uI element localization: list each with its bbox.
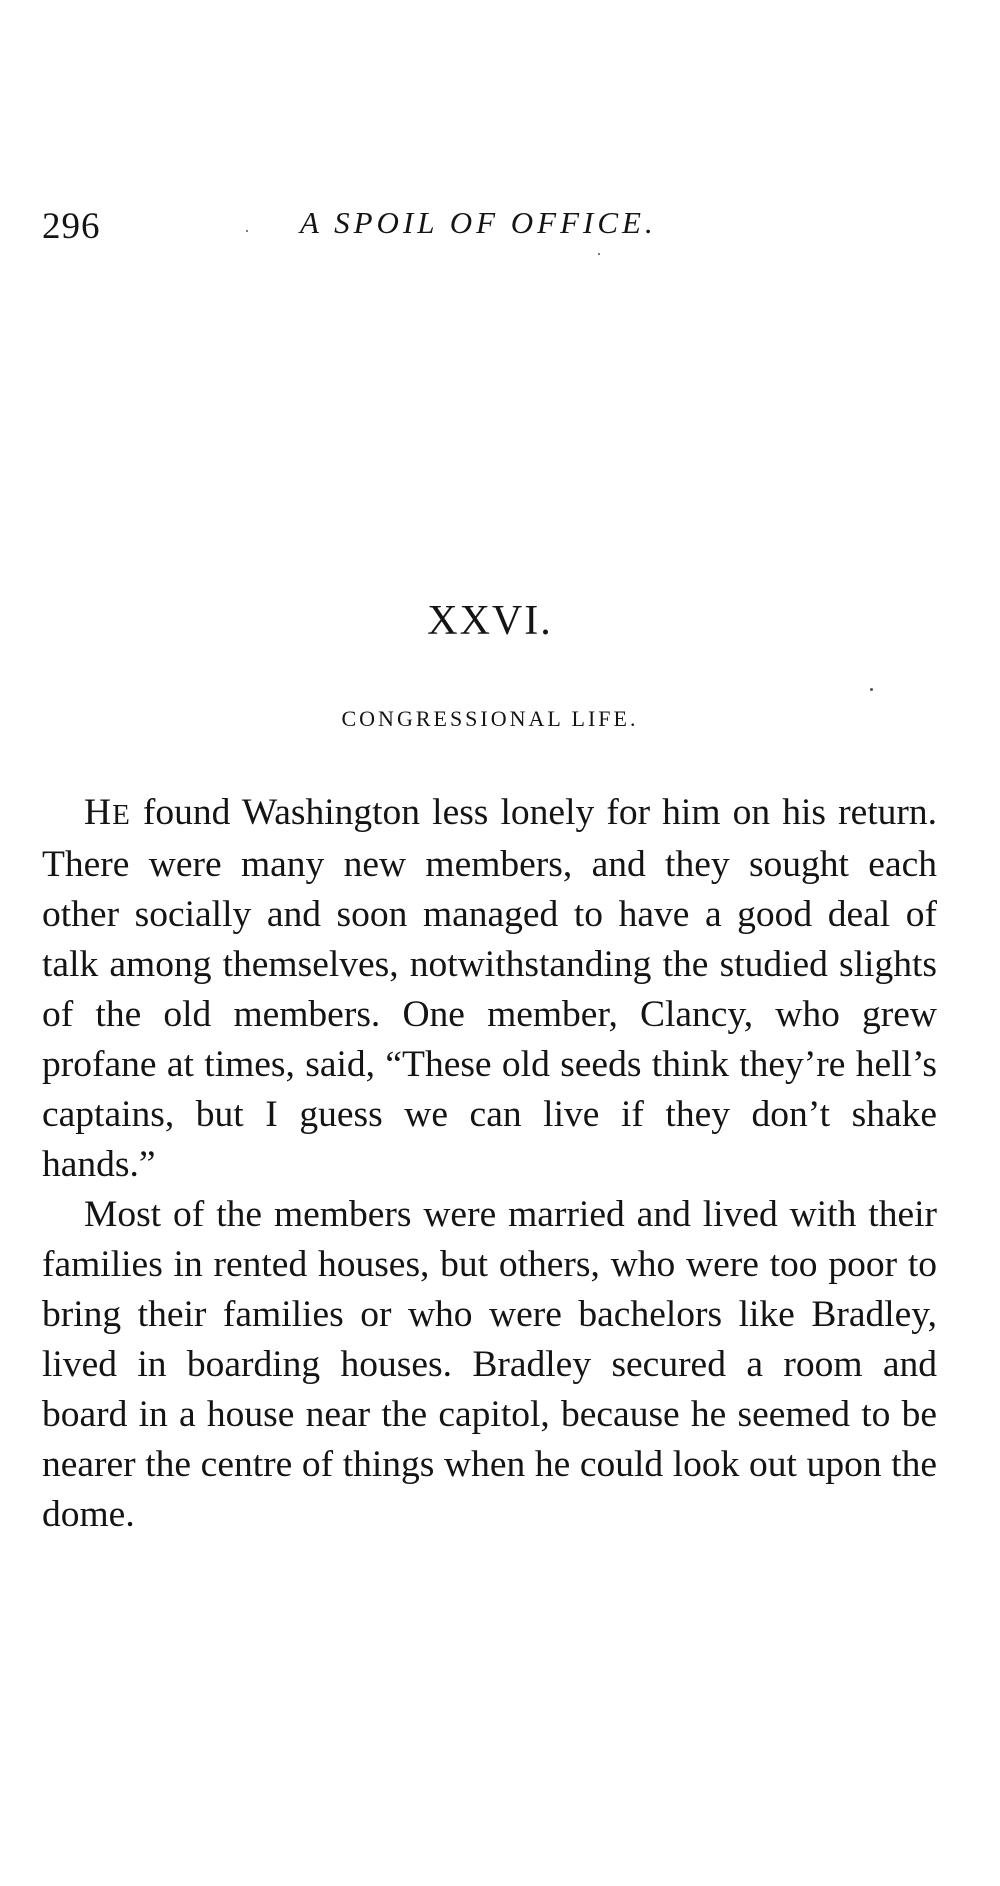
scan-speck [246,230,248,232]
paragraph: Most of the members were married and lived with their families in rented houses, but others, who were too poor to bring their families or who were bachelors like Bradley, lived in boarding houses. Bradley secured a room and board in a house near the capitol, because he seemed to be nearer the centre of things when he could look out upon the dome. [42,1194,937,1535]
paragraph [42,788,937,1190]
scan-speck [598,253,600,255]
running-head [42,205,942,255]
lead-word [84,792,131,833]
paragraph-text: found Washington less lonely for him on his return. There were many new members, and they sought each other socially and soon managed to have a good deal of talk among themselves, notwithstanding the studied slights of the old members. One member, Clancy, who grew profane at times, said, “These old seeds think they’re hell’s captains, but I guess we can live if they don’t shake hands.” [42,792,937,1185]
chapter-title: CONGRESSIONAL LIFE. [341,706,639,731]
running-title: A SPOIL OF OFFICE. [300,205,657,240]
lead-small-capital: E [112,799,131,831]
chapter-number: XXVI. [427,598,553,644]
lead-capital: H [84,792,113,833]
page-number: 296 [42,206,101,247]
chapter-body [42,788,937,1540]
scan-speck [870,688,873,691]
